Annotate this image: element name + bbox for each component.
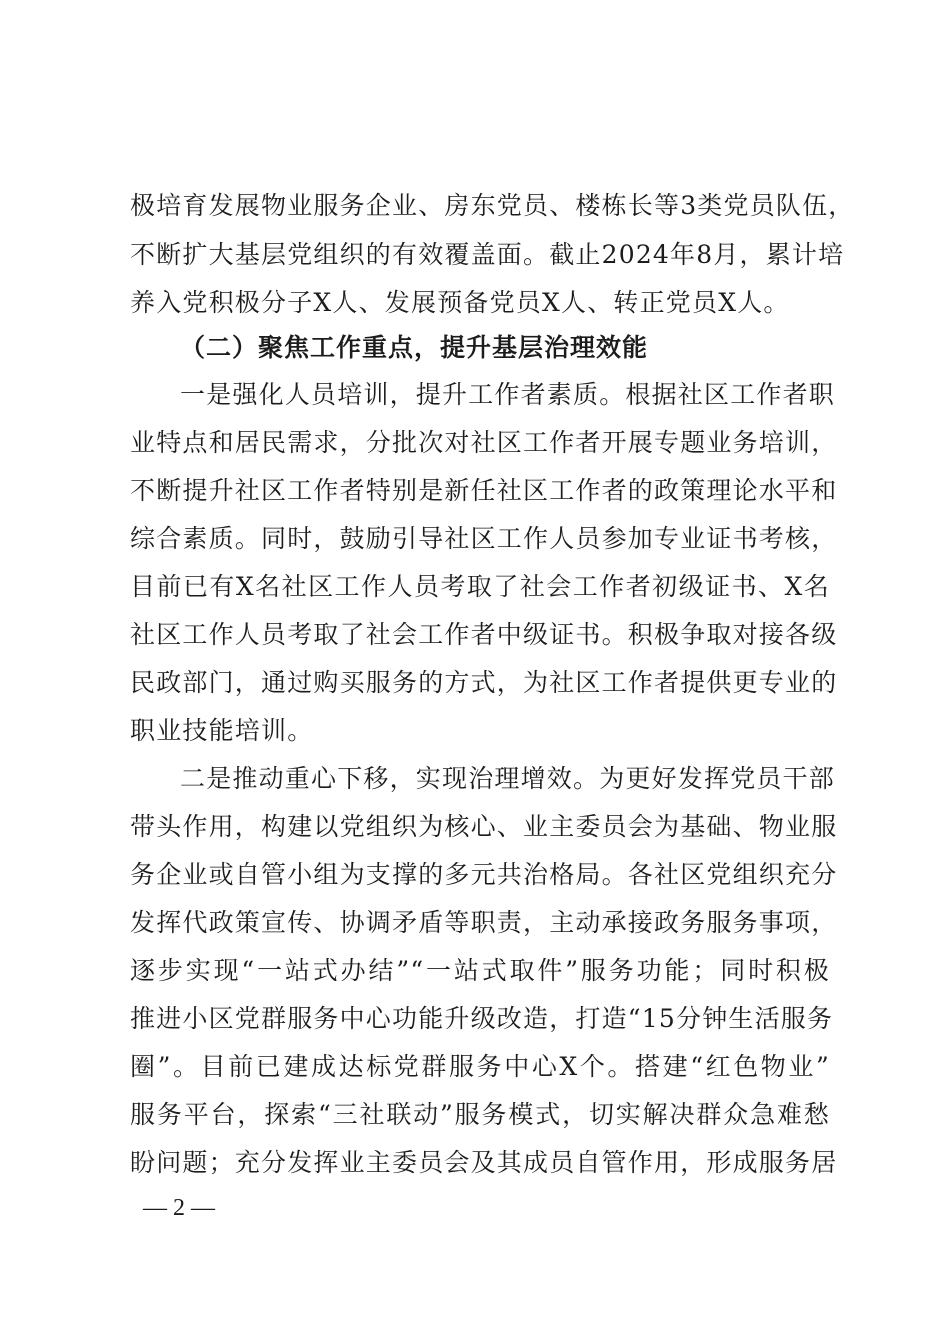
section-heading: （二）聚焦工作重点，提升基层治理效能 [180, 333, 649, 362]
page-number: — 2 — [143, 1195, 215, 1221]
body-text-line: 不断扩大基层党组织的有效覆盖面。截止2024年8月，累计培 [130, 240, 845, 269]
body-text-line: 养入党积极分子X人、发展预备党员X人、转正党员X人。 [130, 288, 790, 317]
body-text-line: 业特点和居民需求，分批次对社区工作者开展专题业务培训， [130, 428, 838, 457]
body-text-line: 服务平台，探索“三社联动”服务模式，切实解决群众急难愁 [130, 1100, 830, 1129]
paragraph-first-line: 一是强化人员培训，提升工作者素质。根据社区工作者职 [180, 380, 836, 409]
body-text-line: 社区工作人员考取了社会工作者中级证书。积极争取对接各级 [130, 620, 838, 649]
body-text-line: 极培育发展物业服务企业、房东党员、楼栋长等3类党员队伍， [130, 191, 855, 220]
body-text-line: 职业技能培训。 [130, 716, 314, 745]
body-text-line: 目前已有X名社区工作人员考取了社会工作者初级证书、X名 [130, 572, 830, 601]
body-text-line: 逐步实现“一站式办结”“一站式取件”服务功能；同时积极 [130, 956, 830, 985]
body-text-line: 务企业或自管小组为支撑的多元共治格局。各社区党组织充分 [130, 860, 838, 889]
paragraph-first-line: 二是推动重心下移，实现治理增效。为更好发挥党员干部 [180, 764, 836, 793]
body-text-line: 盼问题；充分发挥业主委员会及其成员自管作用，形成服务居 [130, 1148, 838, 1177]
body-text-line: 圈”。目前已建成达标党群服务中心X个。搭建“红色物业” [130, 1052, 830, 1081]
body-text-line: 发挥代政策宣传、协调矛盾等职责，主动承接政务服务事项， [130, 908, 838, 937]
body-text-line: 推进小区党群服务中心功能升级改造，打造“15分钟生活服务 [130, 1004, 834, 1033]
body-text-line: 综合素质。同时，鼓励引导社区工作人员参加专业证书考核， [130, 524, 838, 553]
body-text-line: 民政部门，通过购买服务的方式，为社区工作者提供更专业的 [130, 668, 838, 697]
body-text-line: 带头作用，构建以党组织为核心、业主委员会为基础、物业服 [130, 812, 838, 841]
body-text-line: 不断提升社区工作者特别是新任社区工作者的政策理论水平和 [130, 476, 838, 505]
